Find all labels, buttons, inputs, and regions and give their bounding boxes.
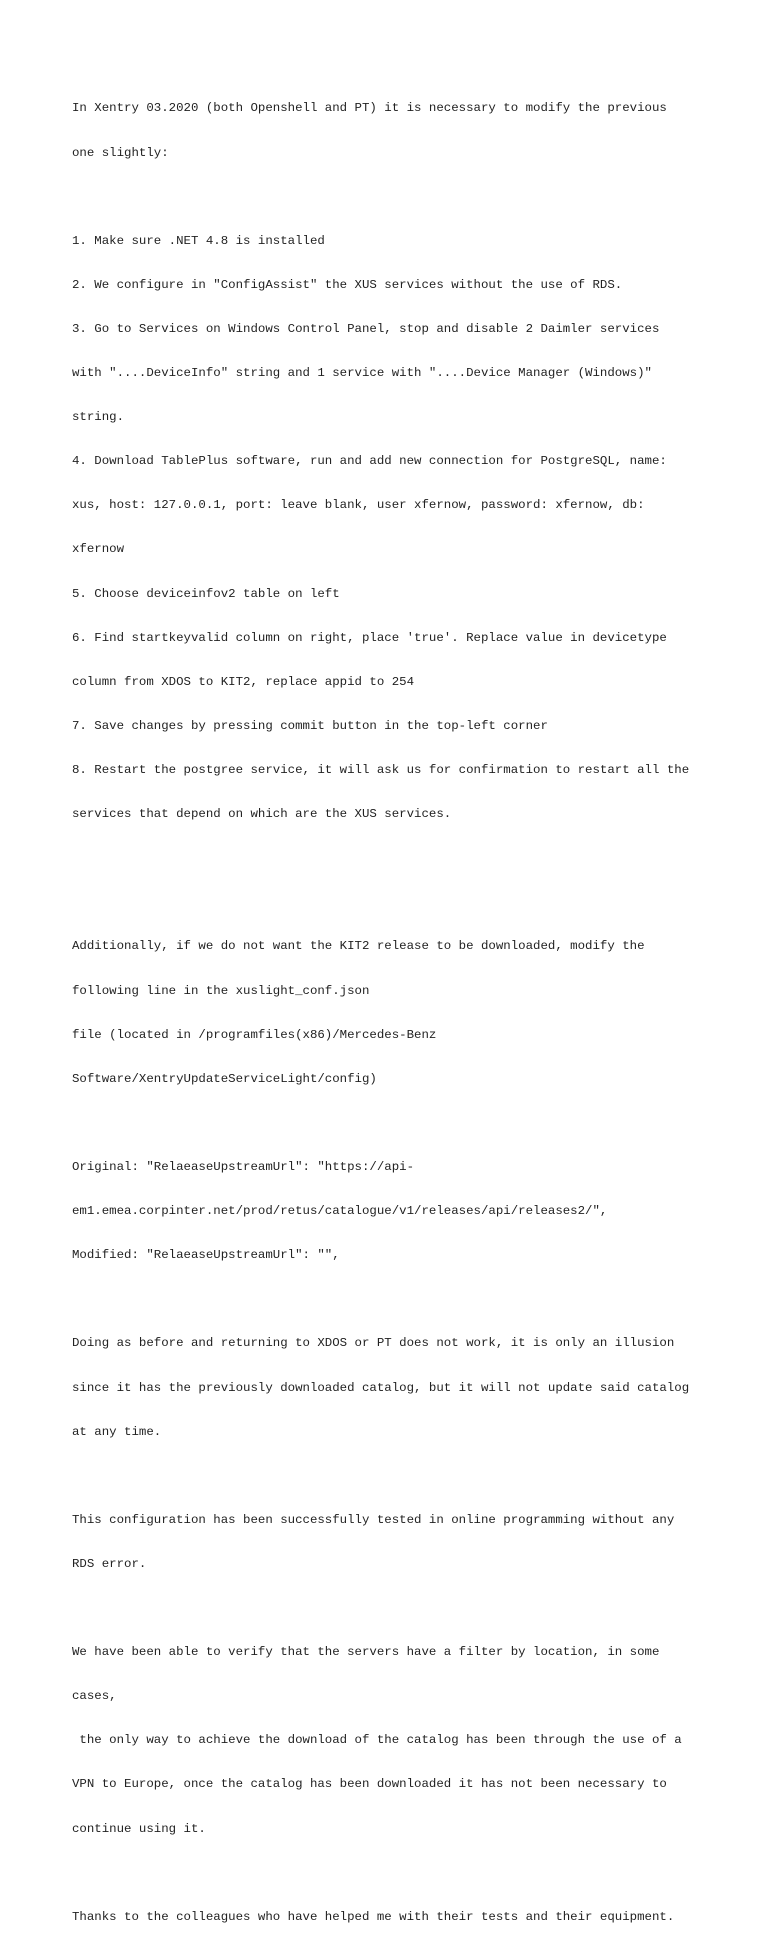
text-line: column from XDOS to KIT2, replace appid to 254	[72, 674, 415, 689]
text-line	[72, 1866, 712, 1881]
text-line: Software/XentryUpdateServiceLight/config)	[72, 1071, 377, 1086]
document-body	[72, 72, 712, 1939]
text-line	[72, 1292, 712, 1307]
text-line: string.	[72, 410, 125, 425]
text-line: Modified: "RelaeaseUpstreamUrl": "",	[72, 1248, 340, 1263]
text-line: em1.emea.corpinter.net/prod/retus/catalogue/v1/releases/api/releases2/",	[72, 1204, 608, 1219]
text-line: 7. Save changes by pressing commit button in the top-left corner	[72, 718, 548, 733]
text-line: with "....DeviceInfo" string and 1 service with "....Device Manager (Windows)"	[72, 366, 652, 381]
text-line: We have been able to verify that the servers have a filter by location, in some	[72, 1645, 660, 1660]
text-line	[72, 190, 712, 205]
text-line: In Xentry 03.2020 (both Openshell and PT) it is necessary to modify the previous	[72, 101, 667, 116]
text-line: xus, host: 127.0.0.1, port: leave blank, user xfernow, password: xfernow, db:	[72, 498, 645, 513]
text-line: one slightly:	[72, 145, 169, 160]
text-line: following line in the xuslight_conf.json	[72, 983, 370, 998]
text-line: 6. Find startkeyvalid column on right, place 'true'. Replace value in devicetype	[72, 630, 667, 645]
text-line	[72, 1601, 712, 1616]
text-line: 8. Restart the postgree service, it will ask us for confirmation to restart all the	[72, 763, 690, 778]
text-line: Original: "RelaeaseUpstreamUrl": "https://api-	[72, 1159, 415, 1174]
text-line: continue using it.	[72, 1821, 206, 1836]
text-line: 3. Go to Services on Windows Control Panel, stop and disable 2 Daimler services	[72, 321, 660, 336]
text-line: Additionally, if we do not want the KIT2 release to be downloaded, modify the	[72, 939, 645, 954]
text-line: 2. We configure in "ConfigAssist" the XUS services without the use of RDS.	[72, 277, 623, 292]
text-line: since it has the previously downloaded catalog, but it will not update said catalog	[72, 1380, 690, 1395]
text-line: the only way to achieve the download of the catalog has been through the use of a	[72, 1733, 682, 1748]
text-line: xfernow	[72, 542, 125, 557]
text-line: 4. Download TablePlus software, run and add new connection for PostgreSQL, name:	[72, 454, 667, 469]
text-line: VPN to Europe, once the catalog has been downloaded it has not been necessary to	[72, 1777, 667, 1792]
text-line: at any time.	[72, 1424, 162, 1439]
text-line: This configuration has been successfully tested in online programming without any	[72, 1512, 675, 1527]
text-line: 1. Make sure .NET 4.8 is installed	[72, 233, 325, 248]
text-line	[72, 1116, 712, 1131]
text-line: Doing as before and returning to XDOS or PT does not work, it is only an illusion	[72, 1336, 675, 1351]
text-line: RDS error.	[72, 1556, 147, 1571]
text-line	[72, 851, 712, 866]
text-line	[72, 895, 712, 910]
text-line	[72, 1469, 712, 1484]
text-line: 5. Choose deviceinfov2 table on left	[72, 586, 340, 601]
text-line: file (located in /programfiles(x86)/Mercedes-Benz	[72, 1027, 437, 1042]
text-line: services that depend on which are the XUS services.	[72, 807, 452, 822]
text-line: cases,	[72, 1689, 117, 1704]
text-line: Thanks to the colleagues who have helped me with their tests and their equipment.	[72, 1909, 675, 1924]
